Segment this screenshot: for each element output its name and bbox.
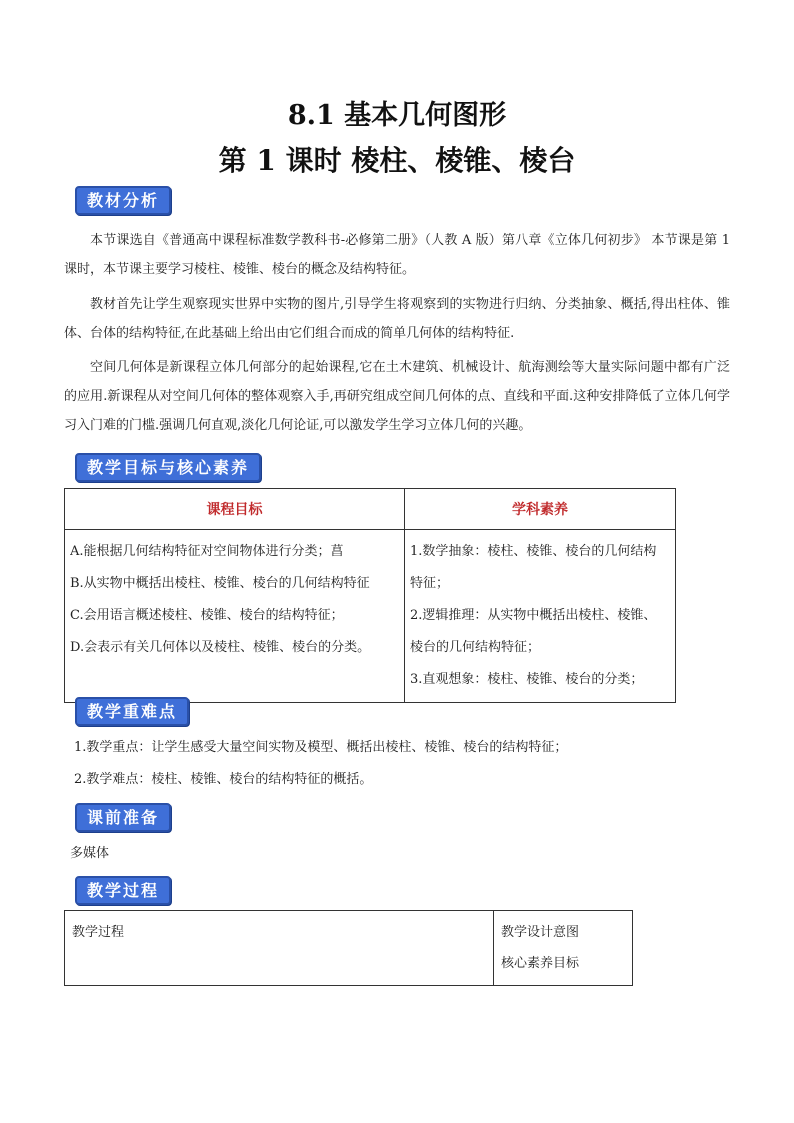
- course-goal-item: C.会用语言概述棱柱、棱锥、棱台的结构特征；: [70, 608, 344, 623]
- design-intent-label: 教学设计意图: [501, 925, 580, 940]
- literacy-line: 1.数学抽象：棱柱、棱锥、棱台的几何结构: [410, 544, 657, 559]
- preparation-text: 多媒体: [70, 846, 110, 861]
- literacy-line: 特征；: [410, 576, 450, 591]
- textbook-paragraph-3: 空间几何体是新课程立体几何部分的起始课程,它在土木建筑、机械设计、航海测绘等大量实际问题中都有广泛的应用.新课程从对空间几何体的整体观察入手,再研究组成空间几何体的点、直线和平面.这种安排降低了立体几何学习入门难的门槛.强调几何直观,淡化几何论证,可以激发学生学习立体几何的兴趣。: [64, 360, 730, 433]
- section-badge-textbook: 教材分析: [75, 186, 171, 215]
- literacy-goal-label: 核心素养目标: [501, 956, 580, 971]
- section-badge-preparation: 课前准备: [75, 803, 171, 832]
- course-goal-item: A.能根据几何结构特征对空间物体进行分类；菖: [70, 544, 344, 559]
- key-point-line: 1.教学重点：让学生感受大量空间实物及模型、概括出棱柱、棱锥、棱台的结构特征；: [74, 740, 568, 755]
- course-goal-item: B.从实物中概括出棱柱、棱锥、棱台的几何结构特征: [70, 576, 370, 591]
- course-goal-item: D.会表示有关几何体以及棱柱、棱锥、棱台的分类。: [70, 640, 371, 655]
- section-badge-difficulties: 教学重难点: [75, 697, 189, 726]
- textbook-paragraph-1: 本节课选自《普通高中课程标准数学教科书-必修第二册》（人教 A 版）第八章《立体几何初步》 本节课是第 1 课时，本节课主要学习棱柱、棱锥、棱台的概念及结构特征。: [64, 233, 730, 277]
- course-goals-cell: [65, 530, 405, 703]
- literacy-line: 3.直观想象：棱柱、棱锥、棱台的分类；: [410, 672, 644, 687]
- process-right-cell: [494, 911, 633, 986]
- process-table: [64, 910, 633, 986]
- process-left-cell: [65, 911, 494, 986]
- goals-header: 课程目标: [65, 489, 405, 530]
- difficult-point-line: 2.教学难点：棱柱、棱锥、棱台的结构特征的概括。: [74, 772, 373, 787]
- literacy-line: 棱台的几何结构特征；: [410, 640, 541, 655]
- goals-table: [64, 488, 676, 703]
- literacy-header: 学科素养: [405, 489, 676, 530]
- literacy-line: 2.逻辑推理：从实物中概括出棱柱、棱锥、: [410, 608, 657, 623]
- process-label: 教学过程: [72, 925, 125, 940]
- section-badge-goals: 教学目标与核心素养: [75, 453, 261, 482]
- lesson-subtitle: 第 1 课时 棱柱、棱锥、棱台: [218, 144, 576, 177]
- section-badge-process: 教学过程: [75, 876, 171, 905]
- literacy-cell: [405, 530, 676, 703]
- textbook-paragraph-2: 教材首先让学生观察现实世界中实物的图片,引导学生将观察到的实物进行归纳、分类抽象、概括,得出柱体、锥体、台体的结构特征,在此基础上给出由它们组合而成的简单几何体的结构特征.: [64, 297, 730, 341]
- lesson-title: 8.1 基本几何图形: [287, 100, 507, 131]
